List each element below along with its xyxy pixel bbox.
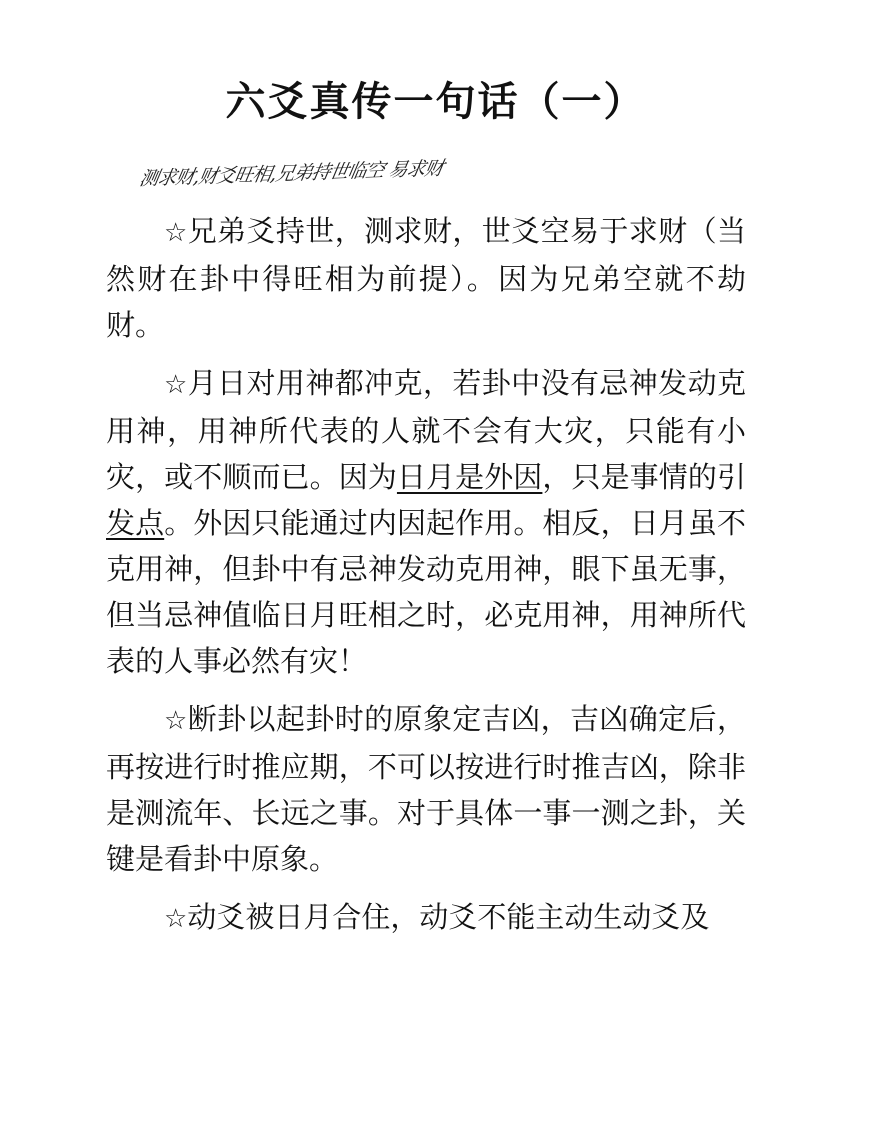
paragraph-4 [106, 894, 746, 942]
paragraph-2-text-a: 月日对用神都冲克，若卦中没有忌神发动克用神，用神所代表的人就不会有大灾，只能有小灾，或不顺而已。因为 [106, 366, 746, 494]
underlined-phrase-trigger-point: 发点 [106, 506, 165, 540]
page-title: 六爻真传一句话（一） [225, 79, 646, 125]
handwritten-annotation: 测求财,财爻旺相,兄弟持世临空 易求财 [137, 157, 445, 191]
paragraph-2-text-b: ，只是事情的引 [542, 460, 746, 494]
body-text [106, 208, 746, 954]
paragraph-3-text: 断卦以起卦时的原象定吉凶，吉凶确定后，再按进行时推应期，不可以按进行时推吉凶，除非是测流年、长远之事。对于具体一事一测之卦，关键是看卦中原象。 [106, 702, 746, 876]
paragraph-2 [106, 360, 746, 684]
star-bullet-icon: ☆ [164, 706, 188, 736]
paragraph-2-text-c: 。外因只能通过内因起作用。相反，日月虽不克用神，但卦中有忌神发动克用神，眼下虽无事，但当忌神值临日月旺相之时，必克用神，用神所代表的人事必然有灾！ [106, 506, 746, 678]
star-bullet-icon: ☆ [164, 218, 188, 248]
paragraph-1-text: 兄弟爻持世，测求财，世爻空易于求财（当然财在卦中得旺相为前提）。因为兄弟空就不劫财。 [106, 214, 746, 342]
star-bullet-icon: ☆ [164, 370, 188, 400]
paragraph-4-text: 动爻被日月合住，动爻不能主动生动爻及 [187, 900, 710, 934]
paragraph-3 [106, 696, 746, 882]
paragraph-1 [106, 208, 746, 348]
star-bullet-icon: ☆ [164, 904, 188, 934]
underlined-phrase-external-cause: 日月是外因 [396, 460, 543, 494]
